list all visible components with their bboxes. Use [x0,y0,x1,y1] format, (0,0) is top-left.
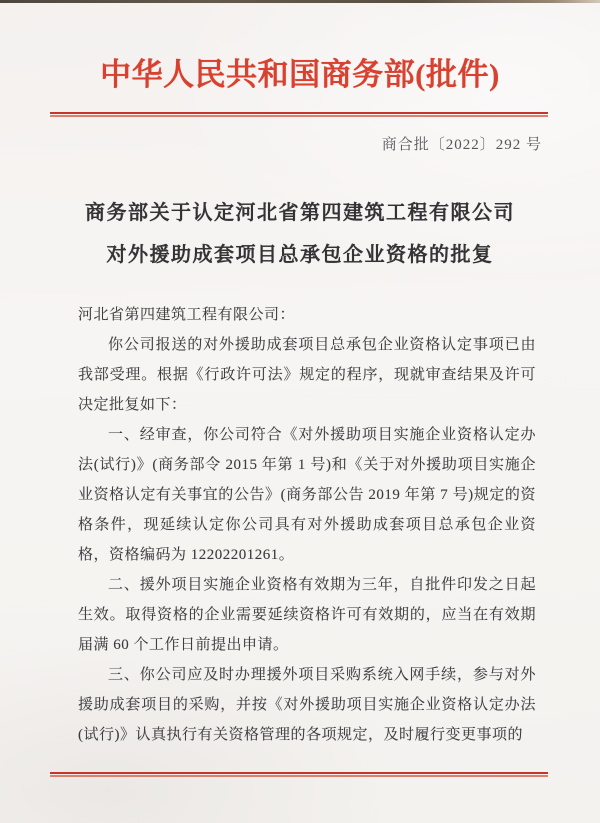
document-title [0,192,600,276]
body-paragraph-intro: 你公司报送的对外援助成套项目总承包企业资格认定事项已由我部受理。根据《行政许可法》规定的程序，现就审查结果及许可决定批复如下： [78,337,536,413]
footer-rule [50,772,548,777]
document-title-line-2: 对外援助成套项目总承包企业资格的批复 [106,244,494,266]
document-number: 商合批〔2022〕292 号 [381,137,542,153]
document-body [0,300,600,750]
body-paragraph-item-2: 二、援外项目实施企业资格有效期为三年，自批件印发之日起生效。取得资格的企业需要延续资格许可有效期的，应当在有效期届满 60 个工作日前提出申请。 [78,577,536,653]
scan-edge [0,0,600,3]
document-title-line-1: 商务部关于认定河北省第四建筑工程有限公司 [85,202,515,224]
header-rule [50,112,548,117]
body-paragraph-item-1: 一、经审查，你公司符合《对外援助项目实施企业资格认定办法(试行)》(商务部令 2015 年第 1 号)和《关于对外援助项目实施企业资格认定有关事宜的公告》(商务部公告 2019 年第 7 号)规定的资格条件，现延续认定你公司具有对外援助成套项目总承包企业资格，资格编码为 12202201261。 [78,427,536,563]
body-paragraph-item-3: 三、你公司应及时办理援外项目采购系统入网手续，参与对外援助成套项目的采购，并按《对外援助项目实施企业资格认定办法(试行)》认真执行有关资格管理的各项规定，及时履行变更事项的 [78,667,536,743]
agency-header: 中华人民共和国商务部(批件) [100,57,500,92]
recipient-line: 河北省第四建筑工程有限公司： [78,307,296,323]
